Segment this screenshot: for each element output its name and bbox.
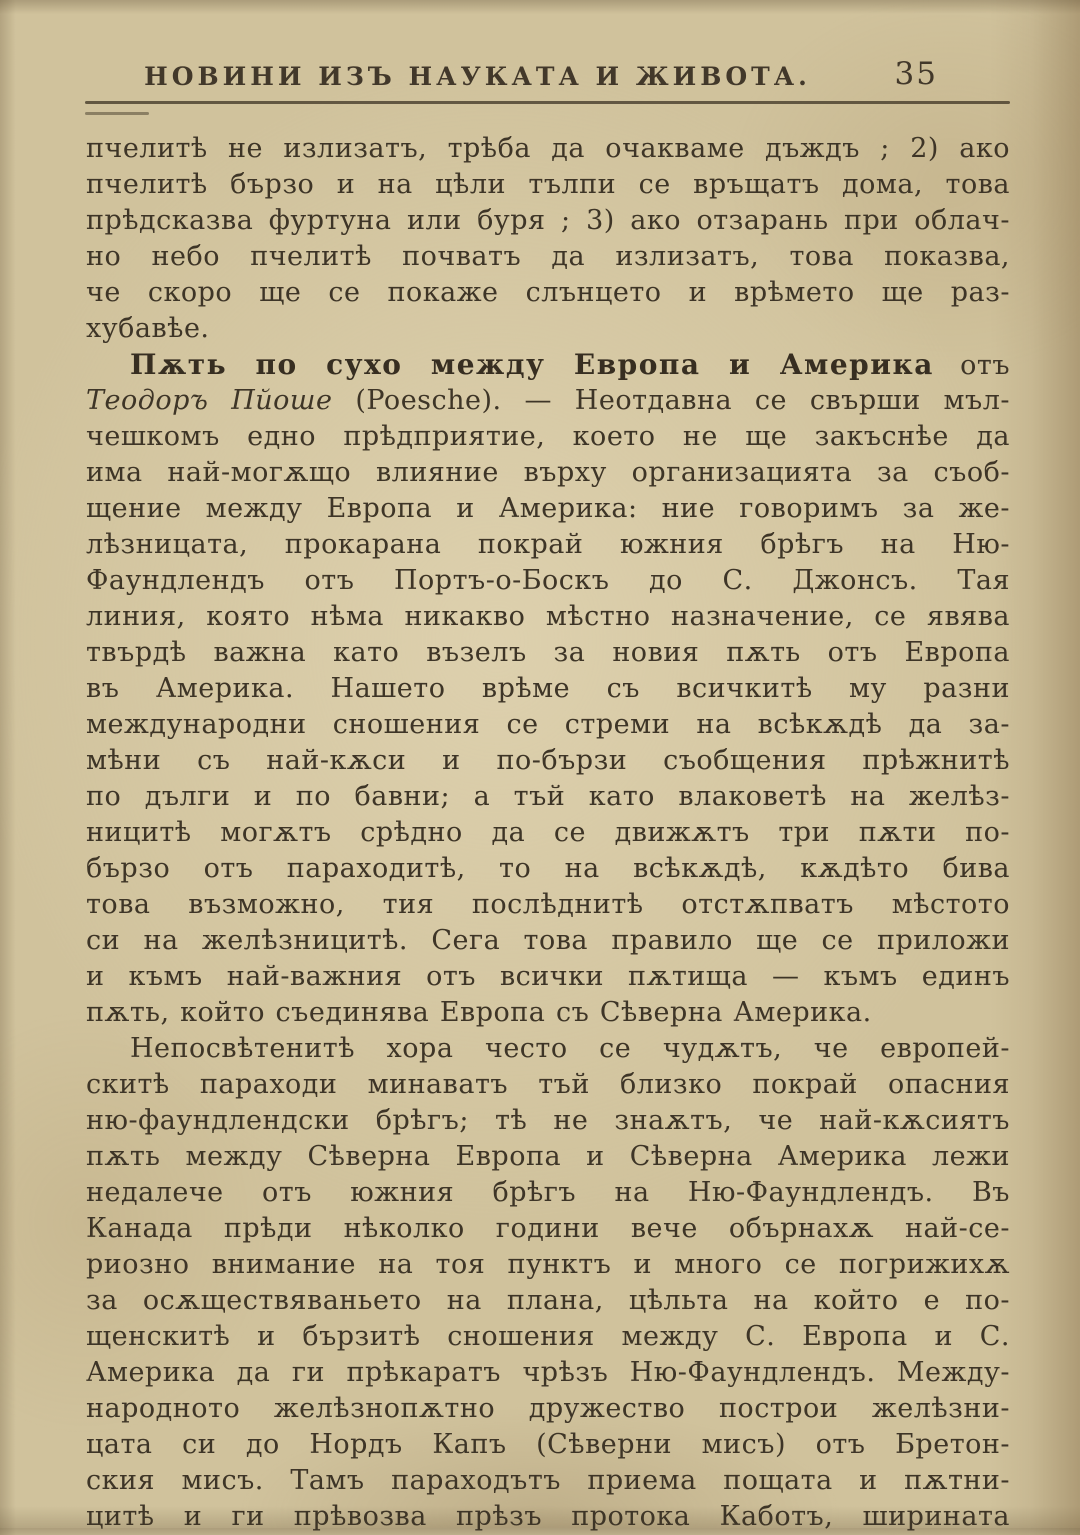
text-line: [86, 671, 1010, 707]
text-run: ню-фаундлендски брѣгъ; тѣ не знаѫтъ, че най-кѫсиятъ: [86, 1105, 1010, 1136]
header-rule-fragment: [85, 112, 149, 115]
text-line: [86, 707, 1010, 743]
text-run: чешкомъ едно прѣдприятие, което не ще закъснѣе да: [86, 421, 1010, 452]
running-title: НОВИНИ ИЗЪ НАУКАТА И ЖИВОТА.: [144, 62, 811, 91]
text-run: Америка да ги прѣкаратъ чрѣзъ Ню-Фаундлендъ. Между-: [86, 1357, 1010, 1388]
text-line: [86, 1499, 1010, 1535]
text-line: [86, 851, 1010, 887]
text-line: [86, 1211, 1010, 1247]
text-run: Непосвѣтенитѣ хора често се чудѫтъ, че европей-: [130, 1033, 1010, 1064]
text-line: [86, 347, 1010, 383]
text-run: ския мисъ. Тамъ параходътъ приема пощата и пѫтни-: [86, 1465, 1010, 1496]
text-line: [86, 1355, 1010, 1391]
text-line: [86, 923, 1010, 959]
text-line: [86, 1139, 1010, 1175]
text-run: мѣни съ най-кѫси и по-бързи съобщения прѣжнитѣ: [86, 745, 1010, 776]
text-line: [86, 1175, 1010, 1211]
text-run: въ Америка. Нашето врѣме съ всичкитѣ му разни: [86, 673, 1010, 704]
text-run: Канада прѣди нѣколко години вече обърнахѫ най-се-: [86, 1213, 1010, 1244]
text-run: лѣзницата, прокарана покрай южния брѣгъ на Ню-: [86, 529, 1010, 560]
text-line: [86, 275, 1010, 311]
text-line: [86, 815, 1010, 851]
text-line: [86, 239, 1010, 275]
text-line: [86, 419, 1010, 455]
text-run: си на желѣзницитѣ. Сега това правило ще се приложи: [86, 925, 1010, 956]
text-run: Фаундлендъ отъ Портъ-о-Боскъ до С. Джонсъ. Тая: [86, 565, 1010, 596]
text-line: [86, 743, 1010, 779]
paragraph: [86, 131, 1010, 347]
text-run: но небо пчелитѣ почватъ да излизатъ, това показва,: [86, 241, 1010, 272]
text-run: щение между Европа и Америка: ние говоримъ за же-: [86, 493, 1010, 524]
page-header: [85, 56, 1010, 96]
text-run-bold: Пѫть по сухо между Европа и Америка: [130, 348, 934, 381]
text-run: пѫть, който съединява Европа съ Сѣверна Америка.: [86, 997, 872, 1028]
text-run: отъ: [933, 350, 1011, 381]
text-run: линия, която нѣма никакво мѣстно назначение, се явява: [86, 601, 1010, 632]
text-line: [86, 1103, 1010, 1139]
text-line: [86, 131, 1010, 167]
text-run: риозно внимание на тоя пунктъ и много се погрижихѫ: [86, 1249, 1010, 1280]
text-line: [86, 1031, 1010, 1067]
text-line: [86, 167, 1010, 203]
text-line: [86, 1391, 1010, 1427]
text-line: [86, 1067, 1010, 1103]
text-run: по дълги и по бавни; а тъй като влаковетѣ на желѣз-: [86, 781, 1010, 812]
paragraph: [86, 1031, 1010, 1535]
text-line: [86, 599, 1010, 635]
text-line: [86, 995, 1010, 1031]
text-line: [86, 491, 1010, 527]
text-line: [86, 1247, 1010, 1283]
text-run: твърдѣ важна като възелъ за новия пѫть отъ Европа: [86, 637, 1010, 668]
text-line: [86, 203, 1010, 239]
header-rule: [85, 101, 1010, 104]
text-run: това възможно, тия послѣднитѣ отстѫпватъ мѣстото: [86, 889, 1010, 920]
text-line: [86, 1283, 1010, 1319]
text-line: [86, 779, 1010, 815]
text-run: щенскитѣ и бързитѣ сношения между С. Европа и С.: [86, 1321, 1010, 1352]
paragraph: [86, 347, 1010, 1031]
text-line: [86, 527, 1010, 563]
text-run: бързо отъ параходитѣ, то на всѣкѫдѣ, кѫдѣто бива: [86, 853, 1010, 884]
text-line: [86, 1463, 1010, 1499]
text-run: прѣдсказва фуртуна или буря ; 3) ако отзарань при облач-: [86, 205, 1010, 236]
text-run: пѫть между Сѣверна Европа и Сѣверна Америка лежи: [86, 1141, 1010, 1172]
text-run: че скоро ще се покаже слънцето и врѣмето ще раз-: [86, 277, 1010, 308]
text-line: [86, 1427, 1010, 1463]
text-block: [86, 131, 1010, 1535]
text-line: [86, 635, 1010, 671]
text-line: [86, 311, 1010, 347]
text-run: пчелитѣ не излизатъ, трѣба да очакваме дъждъ ; 2) ако: [86, 133, 1010, 164]
text-line: [86, 1319, 1010, 1355]
text-run: ницитѣ могѫтъ срѣдно да се движѫтъ три пѫти по-: [86, 817, 1010, 848]
text-run: пчелитѣ бързо и на цѣли тълпи се връщатъ дома, това: [86, 169, 1010, 200]
text-line: [86, 887, 1010, 923]
text-line: [86, 455, 1010, 491]
text-run: цата си до Нордъ Капъ (Сѣверни мисъ) отъ Бретон-: [86, 1429, 1010, 1460]
page-number: 35: [894, 56, 938, 92]
text-run: има най-могѫщо влияние върху организацията за съоб-: [86, 457, 1010, 488]
text-line: [86, 959, 1010, 995]
text-run: народното желѣзнопѫтно дружество построи желѣзни-: [86, 1393, 1010, 1424]
text-run: международни сношения се стреми на всѣкѫдѣ да за-: [86, 709, 1010, 740]
text-run: хубавѣе.: [86, 313, 210, 344]
text-line: [86, 383, 1010, 419]
text-run: и къмъ най-важния отъ всички пѫтища — къмъ единъ: [86, 961, 1010, 992]
text-run: цитѣ и ги прѣвозва прѣзъ протока Каботъ, ширината: [86, 1501, 1010, 1532]
text-run: за осѫществяваньето на плана, цѣльта на който е по-: [86, 1285, 1010, 1316]
text-line: [86, 563, 1010, 599]
text-run-italic: Теодоръ Пйоше: [86, 385, 333, 416]
text-run: (Poesche). — Неотдавна се свърши мъл-: [332, 385, 1011, 416]
text-run: скитѣ параходи минаватъ тъй близко покрай опасния: [86, 1069, 1010, 1100]
text-run: недалече отъ южния брѣгъ на Ню-Фаундлендъ. Въ: [86, 1177, 1010, 1208]
